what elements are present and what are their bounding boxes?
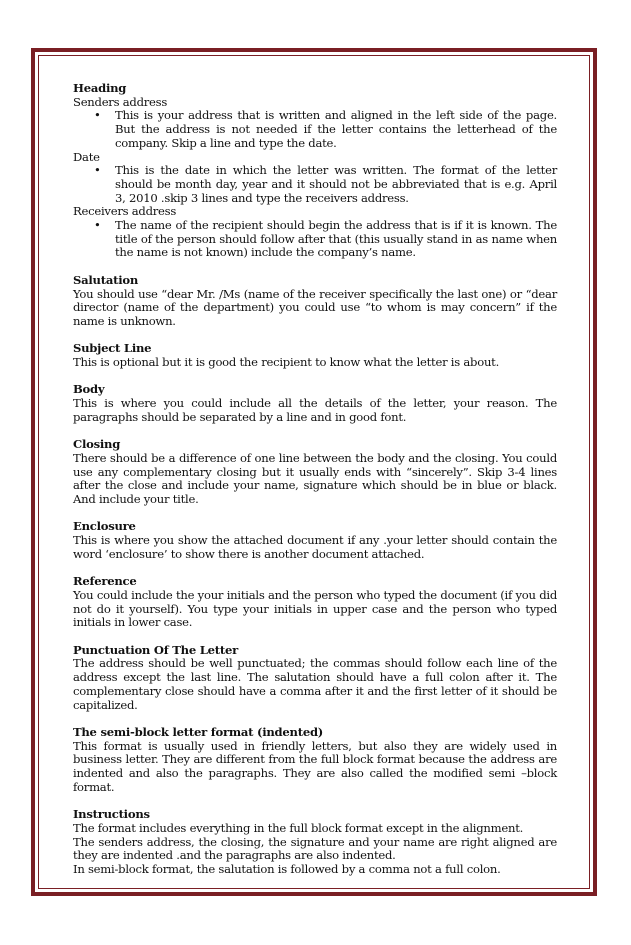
punctuation-section xyxy=(73,644,557,713)
subject-title: Subject Line xyxy=(73,341,152,356)
salutation-text: You should use “dear Mr. /Ms (name of the receiver specifically the last one) or “dear director (name of the department) you could use “to whom is may concern” if the name is unknown. xyxy=(73,286,557,328)
reference-title: Reference xyxy=(73,574,137,589)
instructions-section xyxy=(73,808,557,877)
senders-address-text: This is your address that is written and aligned in the left side of the page. But the address is not needed if the letter contains the letterhead of the company. Skip a line and type the date. xyxy=(115,108,557,150)
heading-title: Heading xyxy=(73,81,127,95)
bullet-icon: • xyxy=(94,218,101,233)
body-title: Body xyxy=(73,382,105,397)
semiblock-title: The semi-block letter format (indented) xyxy=(73,724,324,739)
semiblock-section xyxy=(73,726,557,795)
date-text: This is the date in which the letter was written. The format of the letter should be month day, year and it should not be abbreviated that is e.g. April 3, 2010 .skip 3 lines and type the receivers address. xyxy=(115,163,557,205)
date-list xyxy=(73,164,557,205)
closing-section xyxy=(73,438,557,507)
body-section xyxy=(73,383,557,424)
bullet-icon: • xyxy=(94,163,101,178)
receivers-address-label: Receivers address xyxy=(73,204,177,219)
reference-section xyxy=(73,575,557,630)
punctuation-title: Punctuation Of The Letter xyxy=(73,642,238,657)
punctuation-text: The address should be well punctuated; the commas should follow each line of the address except the last line. The salutation should have a full colon after it. The complementary close should have a comma after it and the first letter of it should be capitalized. xyxy=(73,656,557,712)
list-item xyxy=(94,108,557,150)
subject-section xyxy=(73,342,557,369)
instructions-line-3: In semi-block format, the salutation is followed by a comma not a full colon. xyxy=(73,861,501,876)
salutation-title: Salutation xyxy=(73,272,139,287)
instructions-line-1: The format includes everything in the full block format except in the alignment. xyxy=(73,820,524,835)
enclosure-section xyxy=(73,520,557,561)
list-item xyxy=(94,163,557,205)
subject-text: This is optional but it is good the recipient to know what the letter is about. xyxy=(73,355,500,370)
senders-address-label: Senders address xyxy=(73,94,168,109)
instructions-line-2: The senders address, the closing, the signature and your name are right aligned are they are indented .and the paragraphs are also indented. xyxy=(73,834,557,863)
enclosure-text: This is where you show the attached document if any .your letter should contain the word ‘enclosure’ to show there is another document attached. xyxy=(73,533,557,561)
salutation-section xyxy=(73,274,557,329)
enclosure-title: Enclosure xyxy=(73,519,136,534)
body-text: This is where you could include all the details of the letter, your reason. The paragraphs should be separated by a line and in good font. xyxy=(73,396,557,424)
list-item xyxy=(94,218,557,260)
closing-text: There should be a difference of one line between the body and the closing. You could use any complementary closing but it usually ends with “sincerely”. Skip 3-4 lines after the close and include your name, signature which should be in blue or black. And include your title. xyxy=(73,450,557,507)
closing-title: Closing xyxy=(73,437,121,452)
senders-address-list xyxy=(73,109,557,150)
semiblock-text: This format is usually used in friendly letters, but also they are widely used in business letter. They are different from the full block format because the address are indented and also the paragraphs. They are also called the modified semi –block format. xyxy=(73,738,557,794)
reference-text: You could include the your initials and the person who typed the document (if you did not do it yourself). You type your initials in upper case and the person who typed initials in lower case. xyxy=(73,587,557,630)
receivers-address-list xyxy=(73,219,557,260)
bullet-icon: • xyxy=(94,108,101,123)
receivers-address-text: The name of the recipient should begin the address that is if it is known. The title of the person should follow after that (this usually stand in as name when the name is not known) include the company’s name. xyxy=(115,218,557,260)
date-label: Date xyxy=(73,149,100,164)
instructions-title: Instructions xyxy=(73,807,150,822)
document-body xyxy=(73,82,557,877)
